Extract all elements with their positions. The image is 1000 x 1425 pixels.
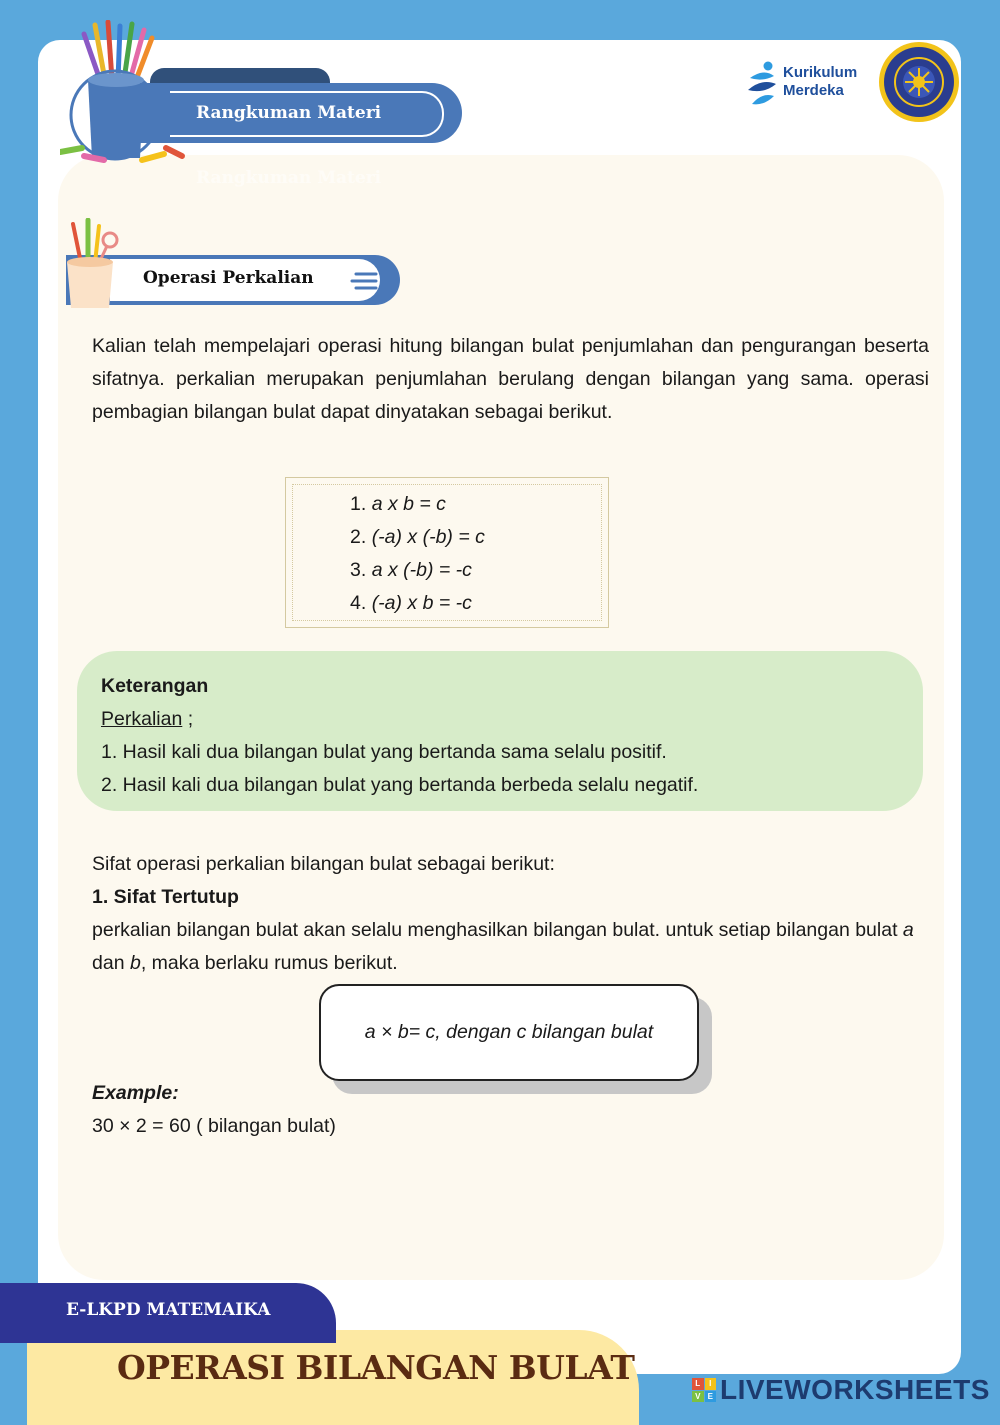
formula-list: [350, 488, 485, 620]
note-line-2: 2. Hasil kali dua bilangan bulat yang bertanda berbeda selalu negatif.: [101, 774, 699, 796]
menu-lines-icon: [350, 271, 378, 291]
sifat-intro: Sifat operasi perkalian bilangan bulat sebagai berikut:: [92, 853, 555, 875]
note-line-1: 1. Hasil kali dua bilangan bulat yang bertanda sama selalu positif.: [101, 741, 667, 763]
intro-paragraph: Kalian telah mempelajari operasi hitung bilangan bulat penjumlahan dan pengurangan beserta sifatnya. perkalian merupakan penjumlahan berulang dengan bilangan yang sama. operasi pembagian bilangan bulat dapat dinyatakan sebagai berikut.: [92, 335, 929, 423]
footer-title: OPERASI BILANGAN BULAT: [117, 1348, 635, 1387]
note-subject: Perkalian: [101, 708, 183, 730]
sifat-section: [92, 848, 932, 980]
footer-label: E-LKPD MATEMAIKA: [66, 1300, 271, 1320]
note-heading: Keterangan: [101, 675, 209, 697]
note-text: Keterangan Perkalian ; 1. Hasil kali dua bilangan bulat yang bertanda sama selalu positif. 2. Hasil kali dua bilangan bulat yang bertanda berbeda selalu negatif.: [101, 670, 698, 802]
stationery-cup-icon: [55, 218, 125, 313]
sifat-heading: 1. Sifat Tertutup: [92, 886, 239, 908]
liveworksheets-watermark: [692, 1373, 990, 1407]
example-label: Example:: [92, 1082, 179, 1104]
rule-box: a × b= c, dengan c bilangan bulat: [319, 984, 699, 1081]
header-title: Rangkuman Materi: [196, 103, 382, 123]
sifat-description: perkalian bilangan bulat akan selalu menghasilkan bilangan bulat. untuk setiap bilangan bulat a dan b, maka berlaku rumus berikut.: [92, 919, 914, 974]
liveworksheets-text: LIVEWORKSHEETS: [720, 1374, 990, 1405]
formula-item: 4. (-a) x b = -c: [350, 592, 472, 614]
example-block: [92, 1077, 336, 1143]
university-seal-icon: [877, 40, 961, 124]
kurikulum-merdeka-text: Kurikulum Merdeka: [783, 64, 858, 99]
header-ghost-title: Rangkuman Materi: [196, 168, 382, 188]
formula-item: 3. a x (-b) = -c: [350, 559, 472, 581]
section-title: Operasi Perkalian: [143, 268, 314, 288]
example-value: 30 × 2 = 60 ( bilangan bulat): [92, 1115, 336, 1137]
formula-item: 2. (-a) x (-b) = c: [350, 526, 485, 548]
liveworksheets-logo-icon: L I V E: [692, 1378, 716, 1402]
formula-item: 1. a x b = c: [350, 493, 446, 515]
